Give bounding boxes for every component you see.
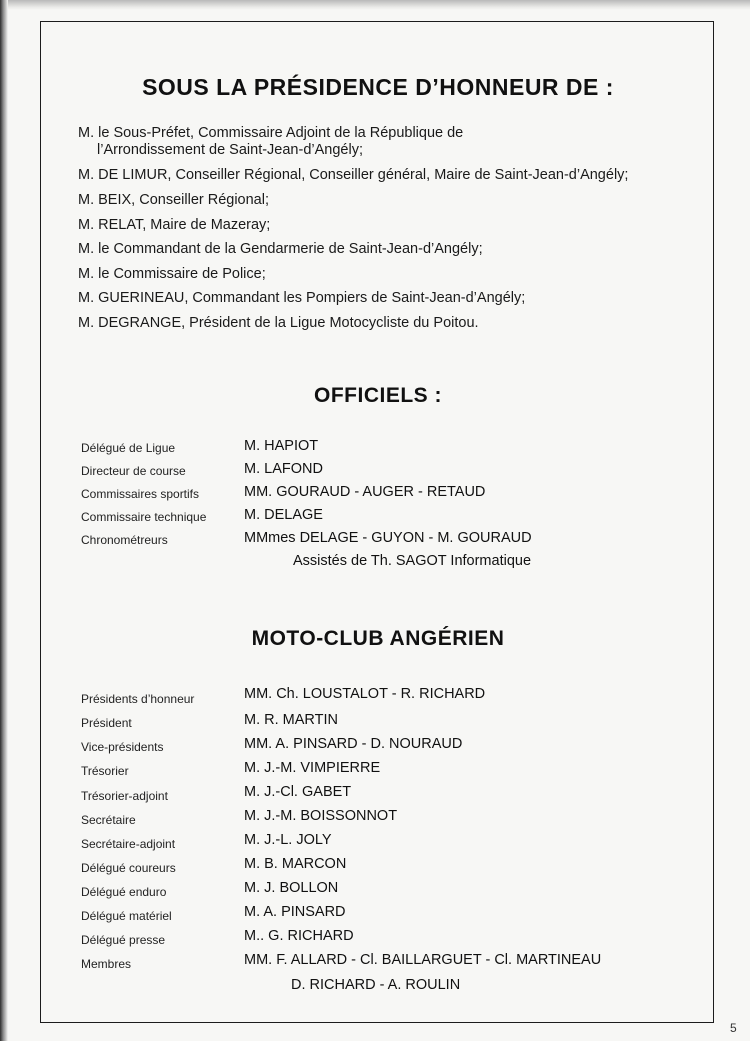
officiel-role: Directeur de course [81,464,186,478]
officiel-role: Chronométreurs [81,533,168,547]
club-member: M. A. PINSARD [244,904,346,920]
honneur-item: M. le Commissaire de Police; [78,266,266,282]
club-members-continuation: D. RICHARD - A. ROULIN [291,977,461,993]
honneur-item: M. GUERINEAU, Commandant les Pompiers de Saint-Jean-d’Angély; [78,290,526,306]
club-member: M. J.-M. BOISSONNOT [244,808,398,824]
club-heading: MOTO-CLUB ANGÉRIEN [251,627,505,650]
officiels-heading: OFFICIELS : [314,384,442,407]
honneur-item: M. DEGRANGE, Président de la Ligue Motocycliste du Poitou. [78,315,479,331]
honneur-item: M. DE LIMUR, Conseiller Régional, Conseiller général, Maire de Saint-Jean-d’Angély; [78,167,629,183]
honneur-item-continuation: l’Arrondissement de Saint-Jean-d’Angély; [97,142,363,158]
club-member: MM. A. PINSARD - D. NOURAUD [244,736,463,752]
club-role: Secrétaire [81,813,136,827]
honneur-item-line: M. le Sous-Préfet, Commissaire Adjoint de la République de [78,125,464,141]
club-member: M.. G. RICHARD [244,928,354,944]
club-role: Président [81,716,132,730]
officiels-assistance-note: Assistés de Th. SAGOT Informatique [293,553,532,569]
club-role: Délégué presse [81,933,166,947]
club-role: Délégué enduro [81,885,167,899]
club-role: Délégué matériel [81,909,172,923]
officiel-name: M. DELAGE [244,507,323,523]
honneur-heading: SOUS LA PRÉSIDENCE D’HONNEUR DE : [142,74,614,100]
officiel-name: MMmes DELAGE - GUYON - M. GOURAUD [244,530,532,546]
club-role: Trésorier-adjoint [81,789,168,803]
club-member: M. J.-Cl. GABET [244,784,352,800]
document-frame [40,21,714,1023]
page-number: 5 [730,1021,737,1035]
club-role: Présidents d’honneur [81,692,195,706]
club-member: MM. F. ALLARD - Cl. BAILLARGUET - Cl. MARTINEAU [244,952,602,968]
page-binding-edge [0,0,8,1041]
officiel-role: Délégué de Ligue [81,441,176,455]
honneur-item: M. RELAT, Maire de Mazeray; [78,217,271,233]
officiel-role: Commissaires sportifs [81,487,200,501]
club-role: Membres [81,957,132,971]
club-member: M. J.-L. JOLY [244,832,332,848]
club-role: Secrétaire-adjoint [81,837,176,851]
club-member: M. J. BOLLON [244,880,339,896]
club-role: Vice-présidents [81,740,164,754]
officiel-name: M. LAFOND [244,461,323,477]
officiel-name: M. HAPIOT [244,438,319,454]
officiel-name: MM. GOURAUD - AUGER - RETAUD [244,484,486,500]
honneur-item: M. BEIX, Conseiller Régional; [78,192,269,208]
club-role: Trésorier [81,764,129,778]
club-member: M. J.-M. VIMPIERRE [244,760,381,776]
club-member: MM. Ch. LOUSTALOT - R. RICHARD [244,686,486,702]
club-member: M. B. MARCON [244,856,347,872]
honneur-item [78,125,463,159]
honneur-item: M. le Commandant de la Gendarmerie de Saint-Jean-d’Angély; [78,241,483,257]
page-top-shadow [0,0,750,10]
club-role: Délégué coureurs [81,861,176,875]
officiel-role: Commissaire technique [81,510,207,524]
club-member: M. R. MARTIN [244,712,338,728]
